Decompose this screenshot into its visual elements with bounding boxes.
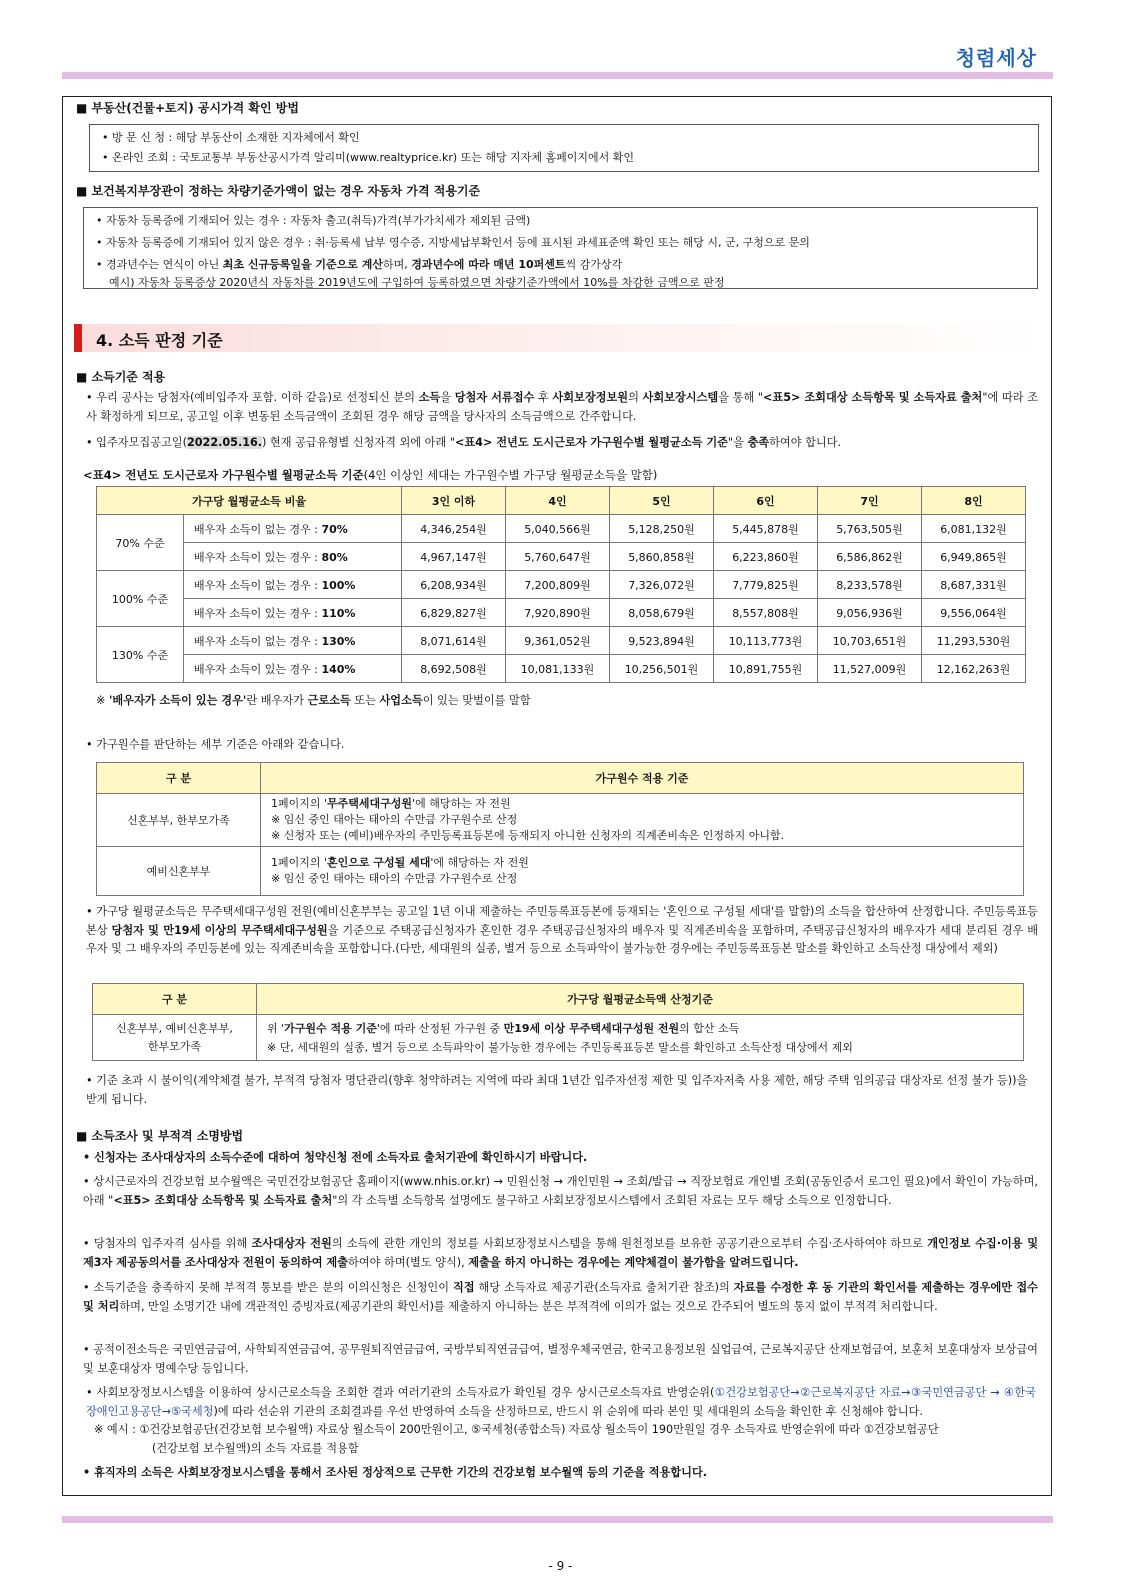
table-cell: 6,208,934원	[402, 571, 506, 599]
logo-text: 청렴세상	[955, 46, 1037, 70]
list-item: • 자동차 등록증에 기재되어 있는 경우 : 자동차 출고(취득)가격(부가가치세가 제외된 금액)	[96, 214, 531, 227]
bullet-public-income: • 공적이전소득은 국민연금급여, 사학퇴직연금급여, 공무원퇴직연금급여, 국방부퇴직연금급여, 별정우체국연금, 한국고용정보원 실업급여, 근로복지공단 산재보험급여, 보훈처 보훈대상자 보상급여 및 보훈대상자 명예수당 등입니다.	[83, 1343, 1038, 1375]
table-cell: 10,891,755원	[714, 655, 818, 683]
table-cell: 8,687,331원	[922, 571, 1026, 599]
list-item: • 경과년수는 연식이 아닌 최초 신규등록일을 기준으로 계산하며, 경과년수에 따라 매년 10퍼센트씩 감가상각	[96, 258, 623, 271]
vehicle-example: 예시) 자동차 등록증상 2020년식 자동차를 2019년도에 구입하여 등록하였으면 차량기준가액에서 10%를 차감한 금액으로 판정	[109, 276, 725, 289]
income-table	[96, 486, 1026, 683]
table-cell: 9,056,936원	[818, 599, 922, 627]
table-cell: 6,829,827원	[402, 599, 506, 627]
spouse-condition-cell: 배우자 소득이 없는 경우 : 100%	[184, 571, 402, 599]
spouse-condition-cell: 배우자 소득이 있는 경우 : 140%	[184, 655, 402, 683]
spouse-condition-cell: 배우자 소득이 없는 경우 : 70%	[184, 515, 402, 543]
table-cell: 6,949,865원	[922, 543, 1026, 571]
table-cell: 7,920,890원	[506, 599, 610, 627]
table-cell: 8,071,614원	[402, 627, 506, 655]
spouse-condition-cell: 배우자 소득이 있는 경우 : 80%	[184, 543, 402, 571]
table-row	[97, 543, 1026, 571]
table-header-cell: 가구원수 적용 기준	[261, 763, 1024, 794]
table-cell: 9,523,894원	[610, 627, 714, 655]
paragraph-household-income: • 가구당 월평균소득은 무주택세대구성원 전원(예비신혼부부는 공고일 1년 이내 제출하는 주민등록표등본에 등재되는 '혼인으로 구성될 세대'를 말함)의 소득을 합산하여 산정합니다. 주민등록표등본상 당첨자 및 만19세 이상의 무주택세대구성원을 기준으로 주택공급신청자가 혼인한 경우 주택공급신청자의 배우자 및 직계존비속을 포함하며, 주택공급신청자의 배우자가 세대 분리된 경우 배우자 및 그 배우자의 주민등본에 있는 직계존비속을 포함합니다.(다만, 세대원의 실종, 별거 등으로 소득파악이 불가능한 경우에는 주민등록표등본 말소를 확인하고 소득산정 대상에서 제외)	[86, 905, 1039, 955]
table-header-cell: 구 분	[97, 763, 261, 794]
table-cell: 5,445,878원	[714, 515, 818, 543]
income-level-cell: 130% 수준	[97, 627, 184, 683]
table-row	[97, 627, 1026, 655]
highlighted-date: 2022.05.16.	[186, 436, 263, 449]
section-title-vehicle-price: ■ 보건복지부장관이 정하는 차량기준가액이 없는 경우 자동차 가격 적용기준	[76, 184, 481, 198]
table-header-row	[97, 487, 1026, 515]
income-level-cell: 100% 수준	[97, 571, 184, 627]
table-header-cell: 가구당 월평균소득액 산정기준	[257, 984, 1024, 1015]
table-header-cell: 구 분	[93, 984, 257, 1015]
list-item: • 방 문 신 청 : 해당 부동산이 소재한 지자체에서 확인	[102, 131, 360, 144]
table-cell: 8,058,679원	[610, 599, 714, 627]
household-intro: • 가구원수를 판단하는 세부 기준은 아래와 같습니다.	[86, 738, 345, 751]
part-heading	[74, 324, 1044, 352]
table-cell: 4,346,254원	[402, 515, 506, 543]
section-title-income-basis: ■ 소득기준 적용	[76, 370, 166, 384]
spouse-condition-cell: 배우자 소득이 없는 경우 : 130%	[184, 627, 402, 655]
table-cell: 12,162,263원	[922, 655, 1026, 683]
property-price-box	[89, 124, 1039, 172]
table-header-cell: 5인	[610, 487, 714, 515]
table-cell: 6,081,132원	[922, 515, 1026, 543]
table-cell: 6,223,860원	[714, 543, 818, 571]
table-cell: 7,200,809원	[506, 571, 610, 599]
page-number: - 9 -	[548, 1559, 573, 1573]
heading-accent-bar	[74, 324, 82, 352]
table-cell: 5,763,505원	[818, 515, 922, 543]
category-cell: 신혼부부, 예비신혼부부, 한부모가족	[93, 1015, 257, 1061]
table-row	[97, 655, 1026, 683]
table-header-cell: 6인	[714, 487, 818, 515]
table-cell: 4,967,147원	[402, 543, 506, 571]
table-row	[97, 847, 1024, 896]
income-level-cell: 70% 수준	[97, 515, 184, 571]
table-cell: 10,256,501원	[610, 655, 714, 683]
table-cell: 7,326,072원	[610, 571, 714, 599]
section-title-property-price: ■ 부동산(건물+토지) 공시가격 확인 방법	[76, 101, 299, 115]
header-divider	[62, 72, 1053, 79]
vehicle-price-box	[83, 207, 1038, 289]
bullet-objection: • 소득기준을 충족하지 못해 부적격 통보를 받은 분의 이의신청은 신청인이 직접 해당 소득자료 제공기관(소득자료 출처기관 참조)의 자료를 수정한 후 동 기관의 확인서를 제출하는 경우에만 접수 및 처리하며, 만일 소명기간 내에 객관적인 증빙자료(제공기관의 확인서)를 제출하지 아니하는 분은 부적격에 이의가 없는 것으로 간주되어 별도의 통지 없이 부적격 처리합니다.	[83, 1281, 1038, 1313]
bullet-priority: • 사회보장정보시스템을 이용하여 상시근로소득을 조회한 결과 여러기관의 소득자료가 확인될 경우 상시근로소득자료 반영순위(①건강보험공단→②근로복지공단 자료→③국민연금공단 → ④한국장애인고용공단→⑤국세청)에 따라 선순위 기관의 조회결과를 우선 반영하여 소득을 산정하므로, 반드시 위 순위에 따라 본인 및 세대원의 소득을 확인한 후 신청해야 합니다.	[86, 1386, 1036, 1418]
table-header-cell: 가구당 월평균소득 비율	[97, 487, 402, 515]
table-header-row	[97, 763, 1024, 794]
logo	[956, 42, 1037, 71]
table-cell: 8,692,508원	[402, 655, 506, 683]
paragraph-income-check: • 우리 공사는 당첨자(예비입주자 포함. 이하 같음)로 선정되신 분의 소득을 당첨자 서류접수 후 사회보장정보원의 사회보장시스템을 통해 "<표5> 조회대상 소득항목 및 소득자료 출처"에 따라 조사 확정하게 되므로, 공고일 이후 변동된 소득금액이 조회된 경우 해당 금액을 당사자의 소득금액으로 간주합니다.	[86, 391, 1039, 423]
table-header-row	[93, 984, 1024, 1015]
spouse-condition-cell: 배우자 소득이 있는 경우 : 110%	[184, 599, 402, 627]
table-row	[93, 1015, 1024, 1061]
bullet-leave-income: • 휴직자의 소득은 사회보장정보시스템을 통해서 조사된 정상적으로 근무한 기간의 건강보험 보수월액 등의 기준을 적용합니다.	[83, 1466, 708, 1479]
bullet-health-insurance: • 상시근로자의 건강보험 보수월액은 국민건강보험공단 홈페이지(www.nhis.or.kr) → 민원신청 → 개인민원 → 조회/발급 → 직장보험료 개인별 조회(공동인증서 로그인 필요)에서 확인이 가능하며, 아래 "<표5> 조회대상 소득항목 및 소득자료 출처"의 각 소득별 소득항목 설명에도 불구하고 사회보장정보시스템에서 조회된 자료는 모두 해당 소득으로 인정합니다.	[83, 1175, 1038, 1207]
table-header-cell: 3인 이하	[402, 487, 506, 515]
priority-order-link[interactable]: ①건강보험공단→②근로복지공단 자료→③국민연금공단 → ④한국장애인고용공단→⑤국세청	[86, 1386, 1036, 1418]
table-row	[97, 515, 1026, 543]
criteria-cell: 1페이지의 '무주택세대구성원'에 해당하는 자 전원 ※ 임신 중인 태아는 태아의 수만큼 가구원수로 산정 ※ 신청자 또는 (예비)배우자의 주민등록표등본에 등재되지 아니한 신청자의 직계존비속은 인정하지 아니함.	[261, 794, 1024, 847]
table4-caption: <표4> 전년도 도시근로자 가구원수별 월평균소득 기준(4인 이상인 세대는 가구원수별 가구당 월평균소득을 말함)	[83, 468, 658, 482]
table-row	[97, 794, 1024, 847]
part-title: 4. 소득 판정 기준	[96, 331, 223, 350]
table-cell: 11,293,530원	[922, 627, 1026, 655]
footer-divider	[62, 1516, 1053, 1523]
table-cell: 9,556,064원	[922, 599, 1026, 627]
bullet-consent: • 당첨자의 입주자격 심사를 위해 조사대상자 전원의 소득에 관한 개인의 정보를 사회보장정보시스템을 통해 원천정보를 보유한 공공기관으로부터 수집·조사하여야 하므로 개인정보 수집·이용 및 제3자 제공동의서를 조사대상자 전원이 동의하여 제출하여야 하며(별도 양식), 제출을 하지 아니하는 경우에는 계약체결이 불가함을 알려드립니다.	[83, 1237, 1039, 1269]
category-cell: 신혼부부, 한부모가족	[97, 794, 261, 847]
table-cell: 10,703,651원	[818, 627, 922, 655]
category-cell: 예비신혼부부	[97, 847, 261, 896]
table-cell: 5,760,647원	[506, 543, 610, 571]
bullet-check-before: • 신청자는 조사대상자의 소득수준에 대하여 청약신청 전에 소득자료 출처기관에 확인하시기 바랍니다.	[83, 1151, 588, 1164]
table-cell: 7,779,825원	[714, 571, 818, 599]
table-header-cell: 4인	[506, 487, 610, 515]
income-calc-table	[92, 983, 1024, 1061]
criteria-cell: 위 '가구원수 적용 기준'에 따라 산정된 가구원 중 만19세 이상 무주택세대구성원 전원의 합산 소득 ※ 단, 세대원의 실종, 별거 등으로 소득파악이 불가능한 경우에는 주민등록표등본 말소를 확인하고 소득산정 대상에서 제외	[257, 1015, 1024, 1061]
table-cell: 10,113,773원	[714, 627, 818, 655]
section-title-income-check: ■ 소득조사 및 부적격 소명방법	[76, 1129, 244, 1143]
table-cell: 5,860,858원	[610, 543, 714, 571]
table-cell: 6,586,862원	[818, 543, 922, 571]
priority-example: ※ 예시 : ①건강보험공단(건강보험 보수월액) 자료상 월소득이 200만원이고, ⑤국세청(종합소득) 자료상 월소득이 190만원일 경우 소득자료 반영순위에 따라 ①건강보험공단 (건강보험 보수월액)의 소득 자료를 적용함	[94, 1423, 939, 1455]
paragraph-announcement-date: • 입주자모집공고일(2022.05.16.) 현재 공급유형별 신청자격 외에 아래 "<표4> 전년도 도시근로자 가구원수별 월평균소득 기준"을 충족하여야 합니다.	[86, 436, 842, 449]
table-row	[97, 571, 1026, 599]
paragraph-penalty: • 기준 초과 시 불이익(계약체결 불가, 부적격 당첨자 명단관리(향후 청약하려는 지역에 따라 최대 1년간 입주자선정 제한 및 입주자저축 사용 제한, 해당 주택 임의공급 대상자로 선정 불가 등))을 받게 됩니다.	[86, 1074, 1028, 1106]
criteria-cell: 1페이지의 '혼인으로 구성될 세대'에 해당하는 자 전원 ※ 임신 중인 태아는 태아의 수만큼 가구원수로 산정	[261, 847, 1024, 896]
list-item: • 자동차 등록증에 기재되어 있지 않은 경우 : 취·등록세 납부 영수증, 지방세납부확인서 등에 표시된 과세표준액 확인 또는 해당 시, 군, 구청으로 문의	[96, 236, 810, 249]
list-item: • 온라인 조회 : 국토교통부 부동산공시가격 알리미(www.realtyprice.kr) 또는 해당 지자체 홈페이지에서 확인	[102, 151, 635, 164]
table-cell: 10,081,133원	[506, 655, 610, 683]
table-header-cell: 7인	[818, 487, 922, 515]
table-cell: 5,040,566원	[506, 515, 610, 543]
table4-note: ※ '배우자가 소득이 있는 경우'란 배우자가 근로소득 또는 사업소득이 있는 맞벌이를 말함	[96, 694, 531, 707]
household-table	[96, 762, 1024, 896]
table-row	[97, 599, 1026, 627]
table-cell: 9,361,052원	[506, 627, 610, 655]
table-cell: 5,128,250원	[610, 515, 714, 543]
table-cell: 11,527,009원	[818, 655, 922, 683]
table-cell: 8,557,808원	[714, 599, 818, 627]
table-header-cell: 8인	[922, 487, 1026, 515]
table-cell: 8,233,578원	[818, 571, 922, 599]
